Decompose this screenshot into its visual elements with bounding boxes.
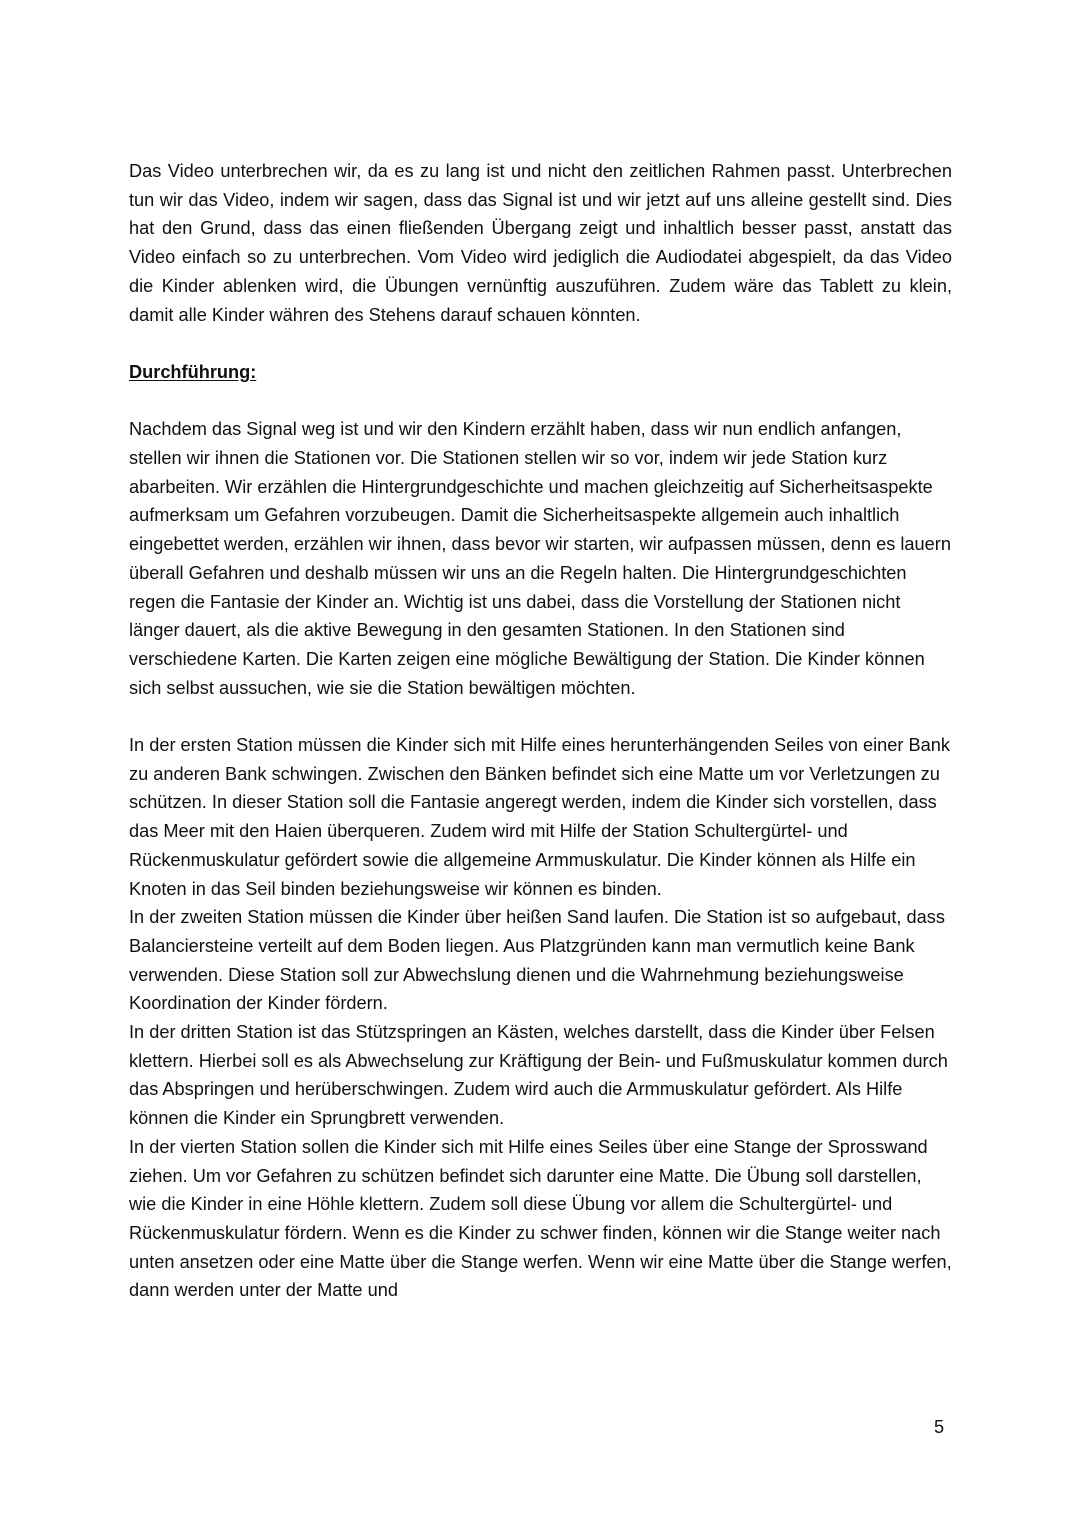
spacer [129, 702, 952, 731]
spacer [129, 329, 952, 358]
section-heading: Durchführung: [129, 361, 257, 382]
station-2-paragraph: In der zweiten Station müssen die Kinder über heißen Sand laufen. Die Station ist so aufgebaut, dass Balanciersteine verteilt auf dem Boden liegen. Aus Platzgründen kann man vermutlich keine Bank verwenden. Diese Station soll zur Abwechslung dienen und die Wahrnehmung beziehungsweise Koordination der Kinder fördern. [129, 907, 945, 1014]
station-3-paragraph: In der dritten Station ist das Stützspringen an Kästen, welches darstellt, dass die Kinder über Felsen klettern. Hierbei soll es als Abwechselung zur Kräftigung der Bein- und Fußmuskulatur kommen durch das Abspringen und herüberschwingen. Zudem wird auch die Armmuskulatur gefördert. Als Hilfe können die Kinder ein Sprungbrett verwenden. [129, 1022, 948, 1129]
page-content [129, 157, 952, 1305]
intro-paragraph: Das Video unterbrechen wir, da es zu lang ist und nicht den zeitlichen Rahmen passt. Unterbrechen tun wir das Video, indem wir sagen, dass das Signal ist und wir jetzt auf uns alleine gestellt sind. Dies hat den Grund, dass das einen fließenden Übergang zeigt und inhaltlich besser passt, anstatt das Video einfach so zu unterbrechen. Vom Video wird jediglich die Audiodatei abgespielt, da das Video die Kinder ablenken wird, die Übungen vernünftig auszuführen. Zudem wäre das Tablett zu klein, damit alle Kinder währen des Stehens darauf schauen könnten. [129, 161, 952, 325]
page-number: 5 [934, 1417, 945, 1437]
spacer [129, 387, 952, 416]
station-4-paragraph: In der vierten Station sollen die Kinder sich mit Hilfe eines Seiles über eine Stange der Sprosswand ziehen. Um vor Gefahren zu schützen befindet sich darunter eine Matte. Die Übung soll darstellen, wie die Kinder in eine Höhle klettern. Zudem soll diese Übung vor allem die Schultergürtel- und Rückenmuskulatur fördern. Wenn es die Kinder zu schwer finden, können wir die Stange weiter nach unten ansetzen oder eine Matte über die Stange werfen. Wenn wir eine Matte über die Stange werfen, dann werden unter der Matte und [129, 1136, 952, 1301]
station-1-paragraph: In der ersten Station müssen die Kinder sich mit Hilfe eines herunterhängenden Seiles von einer Bank zu anderen Bank schwingen. Zwischen den Bänken befindet sich eine Matte um vor Verletzungen zu schützen. In dieser Station soll die Fantasie angeregt werden, indem die Kinder sich vorstellen, dass das Meer mit den Haien überqueren. Zudem wird mit Hilfe der Station Schultergürtel- und Rückenmuskulatur gefördert sowie die allgemeine Armmuskulatur. Die Kinder können als Hilfe ein Knoten in das Seil binden beziehungsweise wir können es binden. [129, 735, 950, 899]
execution-paragraph: Nachdem das Signal weg ist und wir den Kindern erzählt haben, dass wir nun endlich anfangen, stellen wir ihnen die Stationen vor. Die Stationen stellen wir so vor, indem wir jede Station kurz abarbeiten. Wir erzählen die Hintergrundgeschichte und machen gleichzeitig auf Sicherheitsaspekte aufmerksam um Gefahren vorzubeugen. Damit die Sicherheitsaspekte allgemein auch inhaltlich eingebettet werden, erzählen wir ihnen, dass bevor wir starten, wir aufpassen müssen, denn es lauern überall Gefahren und deshalb müssen wir uns an die Regeln halten. Die Hintergrundgeschichten regen die Fantasie der Kinder an. Wichtig ist uns dabei, dass die Vorstellung der Stationen nicht länger dauert, als die aktive Bewegung in den gesamten Stationen. In den Stationen sind verschiedene Karten. Die Karten zeigen eine mögliche Bewältigung der Station. Die Kinder können sich selbst aussuchen, wie sie die Station bewältigen möchten. [129, 419, 951, 698]
